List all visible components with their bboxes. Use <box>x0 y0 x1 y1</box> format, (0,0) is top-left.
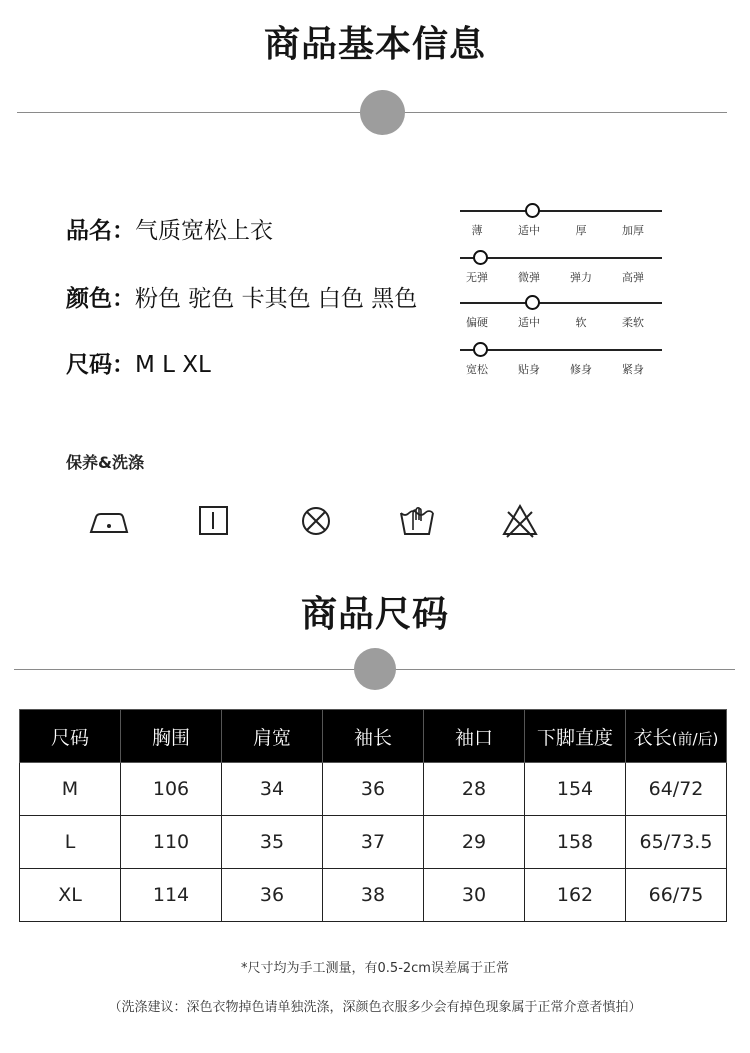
info-sizes <box>66 346 211 379</box>
scale-label: 紧身 <box>622 363 644 376</box>
scale-bar <box>460 210 662 212</box>
scale-label: 适中 <box>518 316 540 329</box>
info-value: 粉色 驼色 卡其色 白色 黑色 <box>135 286 418 312</box>
table-row <box>20 816 727 869</box>
table-cell: 38 <box>323 869 424 922</box>
scale-label: 弹力 <box>570 271 592 284</box>
table-cell: 158 <box>525 816 626 869</box>
do-not-tumble-dry-icon <box>295 500 337 542</box>
scale-label: 宽松 <box>466 363 488 376</box>
table-cell: 29 <box>424 816 525 869</box>
header-cell: 下脚直度 <box>525 710 626 763</box>
info-product-name <box>66 212 273 245</box>
scale-label: 贴身 <box>518 363 540 376</box>
header-cell: 袖长 <box>323 710 424 763</box>
scale-label: 柔软 <box>622 316 644 329</box>
divider-dot <box>360 90 405 135</box>
scale-label: 高弹 <box>622 271 644 284</box>
table-cell: M <box>20 763 121 816</box>
table-cell: 37 <box>323 816 424 869</box>
table-cell: 154 <box>525 763 626 816</box>
scale-label: 微弹 <box>518 271 540 284</box>
table-cell: 35 <box>222 816 323 869</box>
header-label: 衣长 <box>633 726 672 749</box>
table-cell: 66/75 <box>626 869 727 922</box>
header-suffix: (前/后) <box>671 729 719 748</box>
attribute-scale <box>458 349 662 391</box>
info-value: M L XL <box>135 352 211 378</box>
table-cell: 65/73.5 <box>626 816 727 869</box>
scale-label: 软 <box>575 316 587 329</box>
table-cell: 106 <box>121 763 222 816</box>
scale-label: 薄 <box>471 224 483 237</box>
scale-selected-marker <box>525 203 540 218</box>
header-cell: 胸围 <box>121 710 222 763</box>
info-value: 气质宽松上衣 <box>135 218 273 244</box>
scale-label: 修身 <box>570 363 592 376</box>
care-heading: 保养&洗涤 <box>66 453 144 472</box>
scale-bar <box>460 349 662 351</box>
section-title-basic-info: 商品基本信息 <box>263 24 486 65</box>
scale-selected-marker <box>473 342 488 357</box>
info-label: 尺码： <box>66 352 135 378</box>
table-cell: 34 <box>222 763 323 816</box>
header-cell: 袖口 <box>424 710 525 763</box>
table-cell: 30 <box>424 869 525 922</box>
wash-note: （洗涤建议：深色衣物掉色请单独洗涤，深颜色衣服多少会有掉色现象属于正常介意者慎拍） <box>108 1000 642 1015</box>
attribute-scale <box>458 210 662 252</box>
divider-dot <box>354 648 396 690</box>
scale-label: 厚 <box>575 224 587 237</box>
scale-selected-marker <box>473 250 488 265</box>
section-title-size: 商品尺码 <box>300 594 449 635</box>
scale-bar <box>460 302 662 304</box>
attribute-scale <box>458 257 662 299</box>
table-cell: 162 <box>525 869 626 922</box>
measurement-note: *尺寸均为手工测量，有0.5-2cm误差属于正常 <box>241 961 509 976</box>
table-cell: 36 <box>222 869 323 922</box>
info-label: 品名： <box>66 218 135 244</box>
table-cell: 114 <box>121 869 222 922</box>
header-cell-length <box>626 710 727 763</box>
iron-low-heat-icon <box>88 500 130 542</box>
table-cell: 64/72 <box>626 763 727 816</box>
header-cell: 肩宽 <box>222 710 323 763</box>
scale-label: 适中 <box>518 224 540 237</box>
table-cell: 110 <box>121 816 222 869</box>
table-row <box>20 763 727 816</box>
scale-label: 无弹 <box>466 271 488 284</box>
size-table-body <box>20 763 727 922</box>
scale-selected-marker <box>525 295 540 310</box>
table-cell: 36 <box>323 763 424 816</box>
table-cell: XL <box>20 869 121 922</box>
attribute-scale <box>458 302 662 344</box>
table-cell: 28 <box>424 763 525 816</box>
info-colors <box>66 280 417 313</box>
size-table <box>19 709 727 922</box>
header-cell: 尺码 <box>20 710 121 763</box>
info-label: 颜色： <box>66 286 135 312</box>
hand-wash-icon <box>396 500 438 542</box>
scale-bar <box>460 257 662 259</box>
scale-label: 偏硬 <box>466 316 488 329</box>
line-dry-icon <box>192 500 234 542</box>
do-not-bleach-icon <box>499 500 541 542</box>
size-table-header-row <box>20 710 727 763</box>
table-row <box>20 869 727 922</box>
table-cell: L <box>20 816 121 869</box>
scale-label: 加厚 <box>622 224 644 237</box>
